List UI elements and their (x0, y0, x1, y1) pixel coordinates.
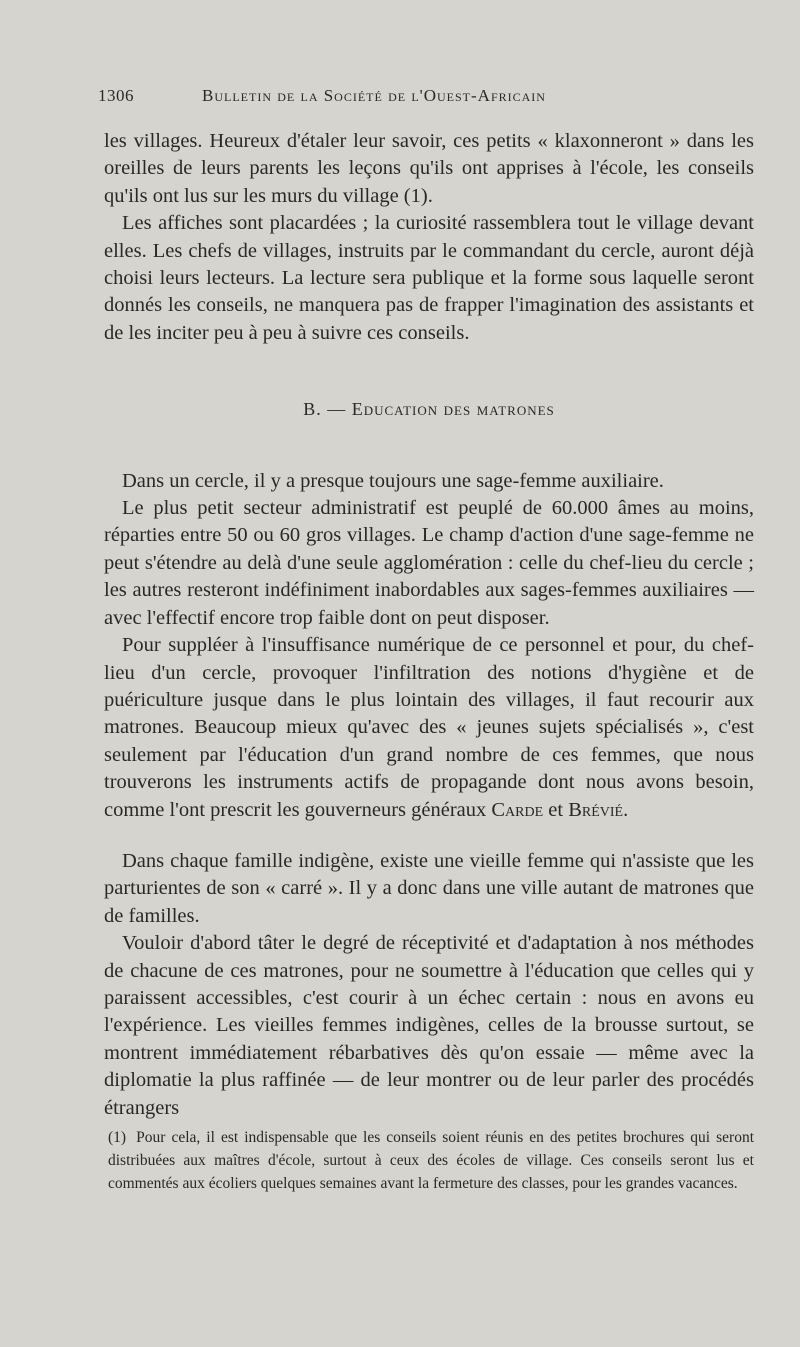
paragraph: Les affiches sont placardées ; la curiosité rassemblera tout le village devant elles. Les chefs de villages, instruits par le commandant du cercle, auront déjà choisi leurs lecteurs. La lecture sera publique et la forme sous laquelle seront donnés les conseils, ne manquera pas de frapper l'imagination des assistants et de les inciter peu à peu à suivre ces conseils. (104, 212, 754, 344)
conjunction: et (548, 798, 564, 821)
section-title: Education des matrones (351, 399, 555, 420)
page-number: 1306 (98, 86, 134, 105)
footnote-text: Pour cela, il est indispensable que les conseils soient réunis en des petites brochures qui seront distribuées aux maîtres d'école, surtout à ceux des écoles de village. Ces conseils seront lus et commentés aux écoliers quelques semaines avant la fermeture des classes, pour les grandes vacances. (108, 1129, 755, 1192)
section-heading (104, 396, 754, 423)
section-letter: B. — (303, 399, 347, 420)
main-text (104, 128, 754, 1122)
paragraph-text: Pour suppléer à l'insuffisance numérique de ce personnel et pour, du chef-lieu d'un cercle, provoquer l'infiltration des notions d'hygiène et de puériculture jusque dans le plus lointain des villages, il faut recourir aux matrones. Beaucoup mieux qu'avec des « jeunes sujets spécialisés », c'est seulement par l'éducation d'un grand nombre de ces femmes, que nous trouverons les instruments actifs de propagande dont nous avons besoin, comme l'ont prescrit les gouverneurs généraux (104, 634, 754, 821)
footnote-number: (1) (108, 1129, 127, 1146)
paragraph: Vouloir d'abord tâter le degré de réceptivité et d'adaptation à nos méthodes de chacune de ces matrones, pour ne soumettre à l'éducation que celles qui y paraissent accessibles, c'est courir à un échec certain : nous en avons eu l'expérience. Les vieilles femmes indigènes, celles de la brousse surtout, se montrent immédiatement rébarbatives dès qu'on essaie — même avec la diplomatie la plus raffinée — de leur montrer ou de leur parler des procédés étrangers (104, 932, 754, 1119)
running-title: Bulletin de la Société de l'Ouest-Africain (202, 86, 546, 105)
footnote (108, 1126, 754, 1195)
paragraph: Dans un cercle, il y a presque toujours une sage-femme auxiliaire. (122, 469, 664, 492)
paragraph (104, 632, 754, 824)
paragraph: Dans chaque famille indigène, existe une vieille femme qui n'assiste que les parturientes de son « carré ». Il y a donc dans une ville autant de matrones que de familles. (104, 849, 754, 927)
paragraph: Le plus petit secteur administratif est peuplé de 60.000 âmes au moins, réparties entre 50 ou 60 gros villages. Le champ d'action d'une sage-femme ne peut s'étendre au delà d'une seule agglomération : celle du chef-lieu du cercle ; les autres resteront indéfiniment inabordables aux sages-femmes auxiliaires — avec l'effectif encore trop faible dont on peut disposer. (104, 497, 754, 629)
paragraph: les villages. Heureux d'étaler leur savoir, ces petits « klaxonneront » dans les oreilles de leurs parents les leçons qu'ils ont apprises à l'école, les conseils qu'ils ont lus sur les murs du village (1). (104, 130, 754, 207)
name-carde: Carde (491, 798, 544, 821)
name-brevie: Brévié. (568, 798, 629, 821)
